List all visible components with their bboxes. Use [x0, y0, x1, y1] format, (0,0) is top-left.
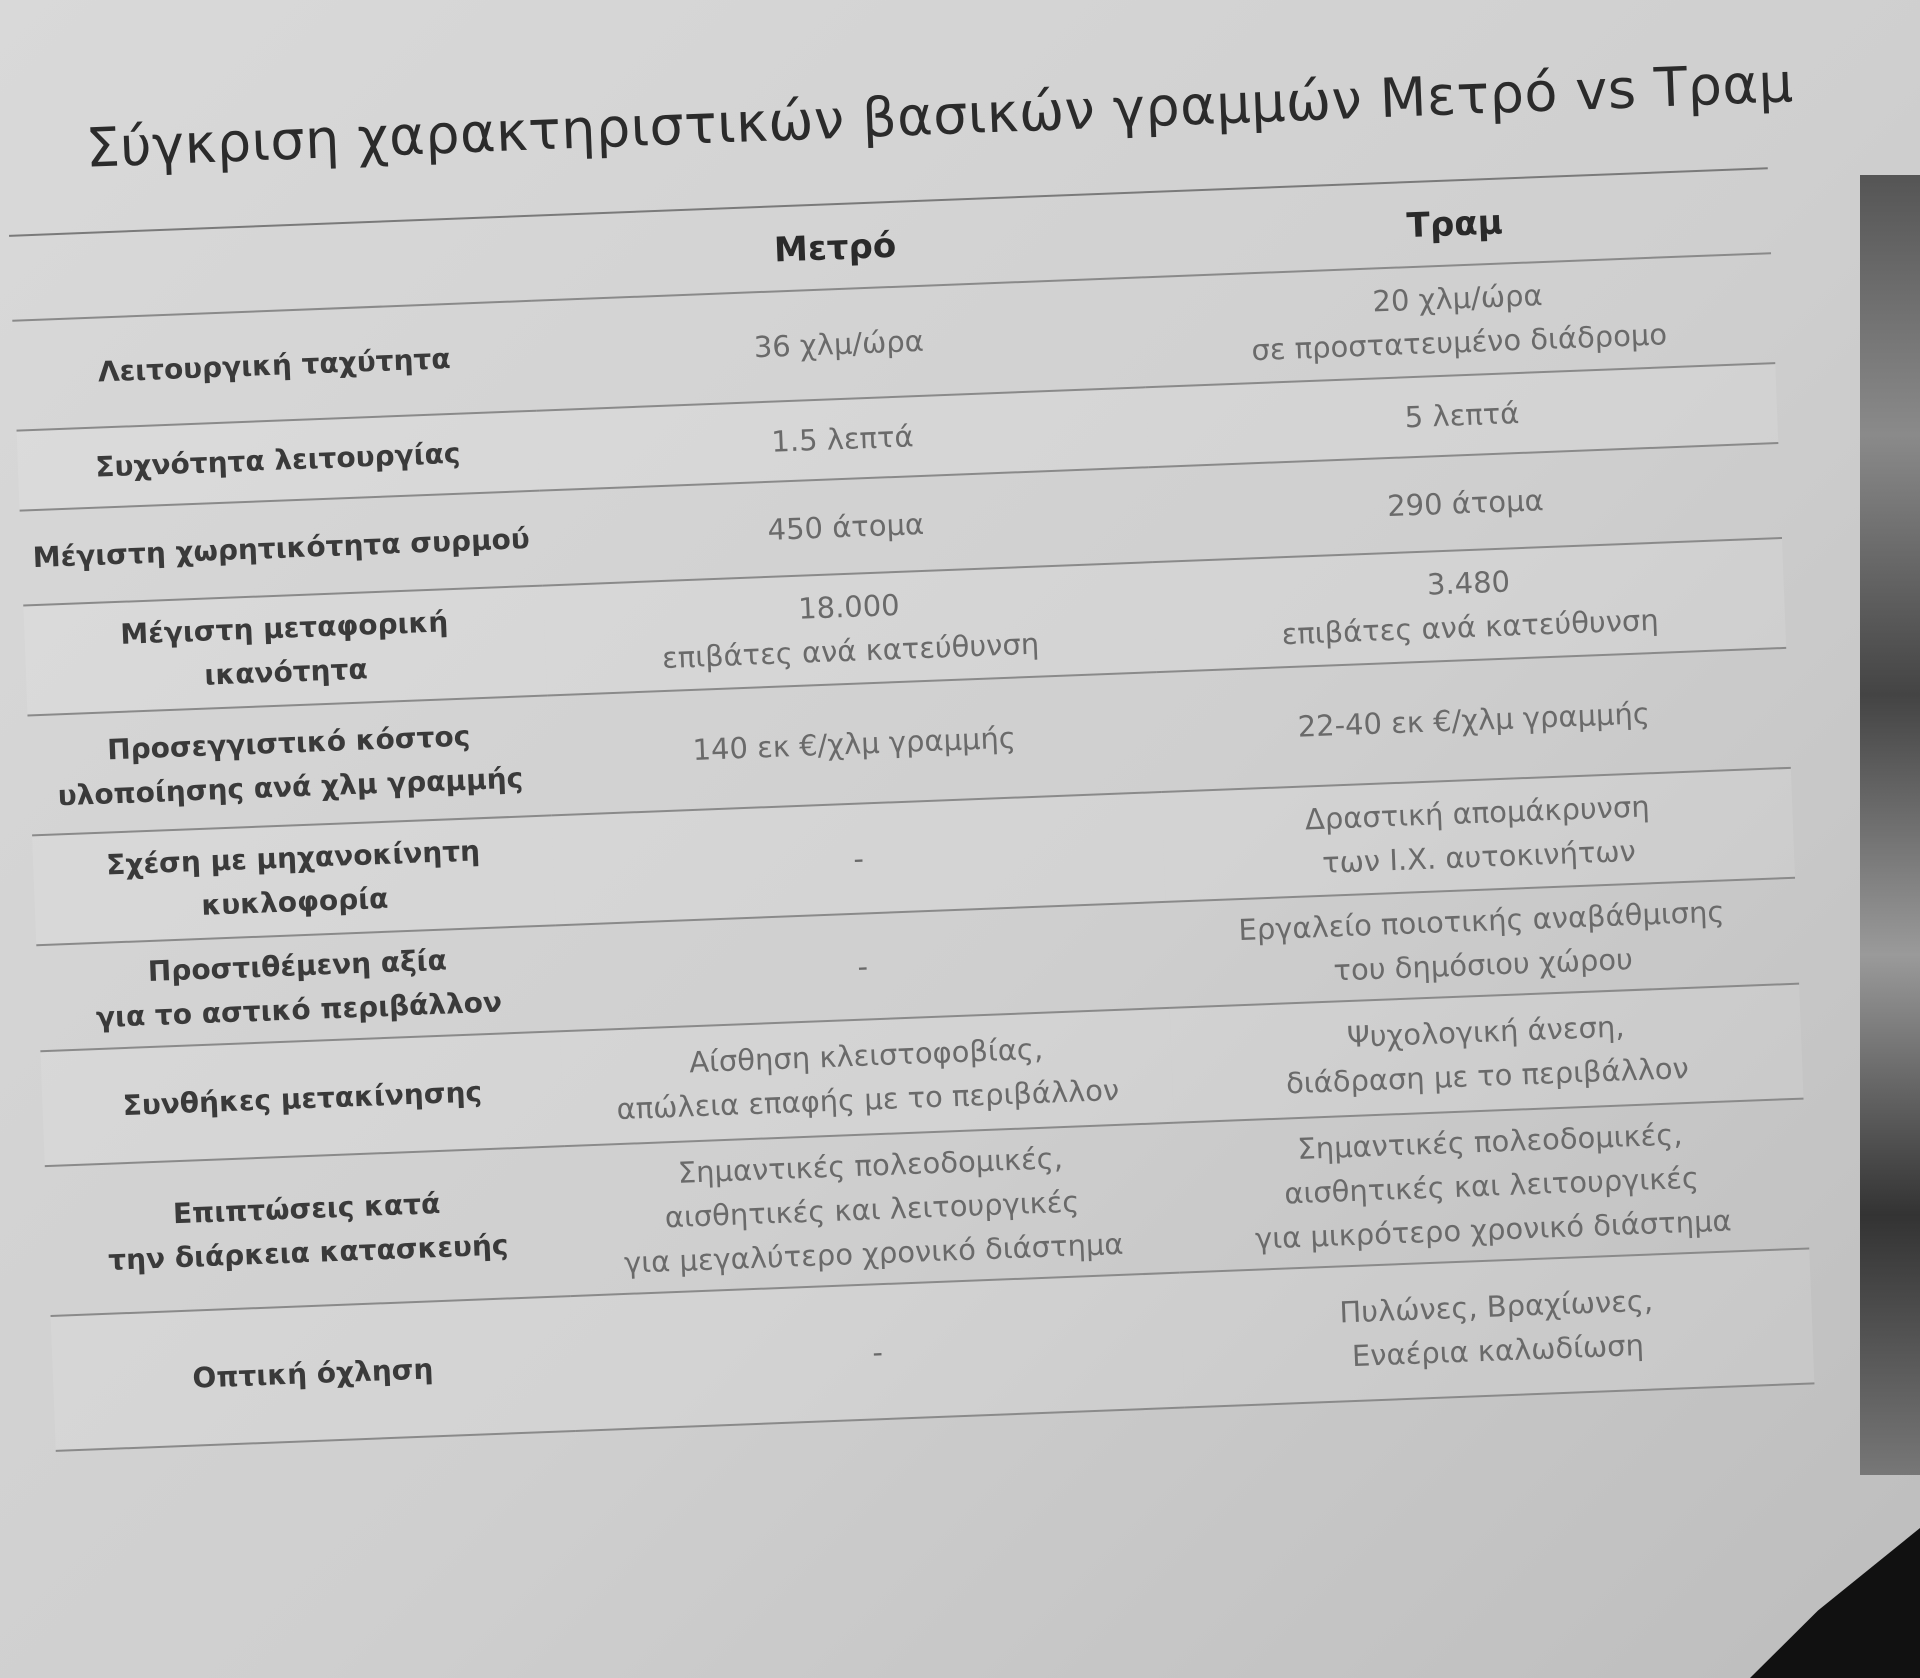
row-label: Σχέση με μηχανοκίνητη κυκλοφορία: [32, 815, 556, 945]
tram-cell: 3.480 επιβάτες ανά κατεύθυνση: [1152, 538, 1786, 672]
comparison-table: [9, 172, 1814, 1452]
row-label: Λειτουργική ταχύτητα: [12, 301, 536, 431]
tram-cell: 290 άτομα: [1149, 443, 1782, 562]
metro-cell: -: [552, 792, 1166, 925]
tram-cell: Ψυχολογική άνεση, διάδραση με το περιβάλλον: [1170, 984, 1804, 1123]
metro-cell: 36 χλμ/ώρα: [532, 277, 1146, 410]
row-label: Επιπτώσεις κατά την διάρκεια κατασκευής: [45, 1146, 570, 1316]
metro-cell: 1.5 λεπτά: [536, 387, 1149, 490]
header-metro: Μετρό: [529, 196, 1142, 300]
metro-cell: 18.000 επιβάτες ανά κατεύθυνση: [543, 562, 1157, 695]
row-label: Προσεγγιστικό κόστος υλοποίησης ανά χλμ γραμμής: [27, 696, 551, 836]
tram-cell: Πυλώνες, Βραχίωνες, Εναέρια καλωδίωση: [1180, 1248, 1815, 1407]
metro-cell: Αίσθηση κλειστοφοβίας, απώλεια επαφής με το περιβάλλον: [560, 1008, 1174, 1146]
row-label: Προστιθέμενη αξία για το αστικό περιβάλλον: [36, 925, 560, 1051]
metro-cell: 450 άτομα: [539, 467, 1152, 585]
metro-cell: -: [570, 1273, 1185, 1431]
metro-cell: -: [556, 902, 1170, 1031]
metro-cell: Σημαντικές πολεοδομικές, αισθητικές και λειτουργικές για μεγαλύτερο χρονικό διάστημα: [564, 1123, 1179, 1296]
row-label: Οπτική όχληση: [51, 1296, 576, 1451]
tram-cell: 20 χλμ/ώρα σε προστατευμένο διάδρομο: [1141, 253, 1775, 387]
row-label: Συνθήκες μετακίνησης: [40, 1031, 564, 1166]
row-label: Μέγιστη μεταφορική ικανότητα: [23, 586, 547, 716]
tram-cell: 5 λεπτά: [1146, 363, 1779, 467]
slide-title: Σύγκριση χαρακτηριστικών βασικών γραμμών Μετρό vs Τραμ: [84, 51, 1795, 180]
header-tram: Τραμ: [1138, 172, 1771, 277]
tram-cell: Εργαλείο ποιοτικής αναβάθμισης του δημόσιου χώρου: [1165, 878, 1799, 1008]
tram-cell: Δραστική απομάκρυνση των Ι.Χ. αυτοκινήτων: [1161, 768, 1795, 902]
tram-cell: Σημαντικές πολεοδομικές, αισθητικές και λειτουργικές για μικρότερο χρονικό διάστημα: [1174, 1099, 1809, 1273]
tram-cell: 22-40 εκ €/χλμ γραμμής: [1157, 648, 1791, 792]
row-label: Συχνότητα λειτουργίας: [17, 411, 540, 511]
row-label: Μέγιστη χωρητικότητα συρμού: [20, 491, 543, 606]
table-body: [12, 253, 1814, 1451]
metro-cell: 140 εκ €/χλμ γραμμής: [547, 672, 1161, 815]
